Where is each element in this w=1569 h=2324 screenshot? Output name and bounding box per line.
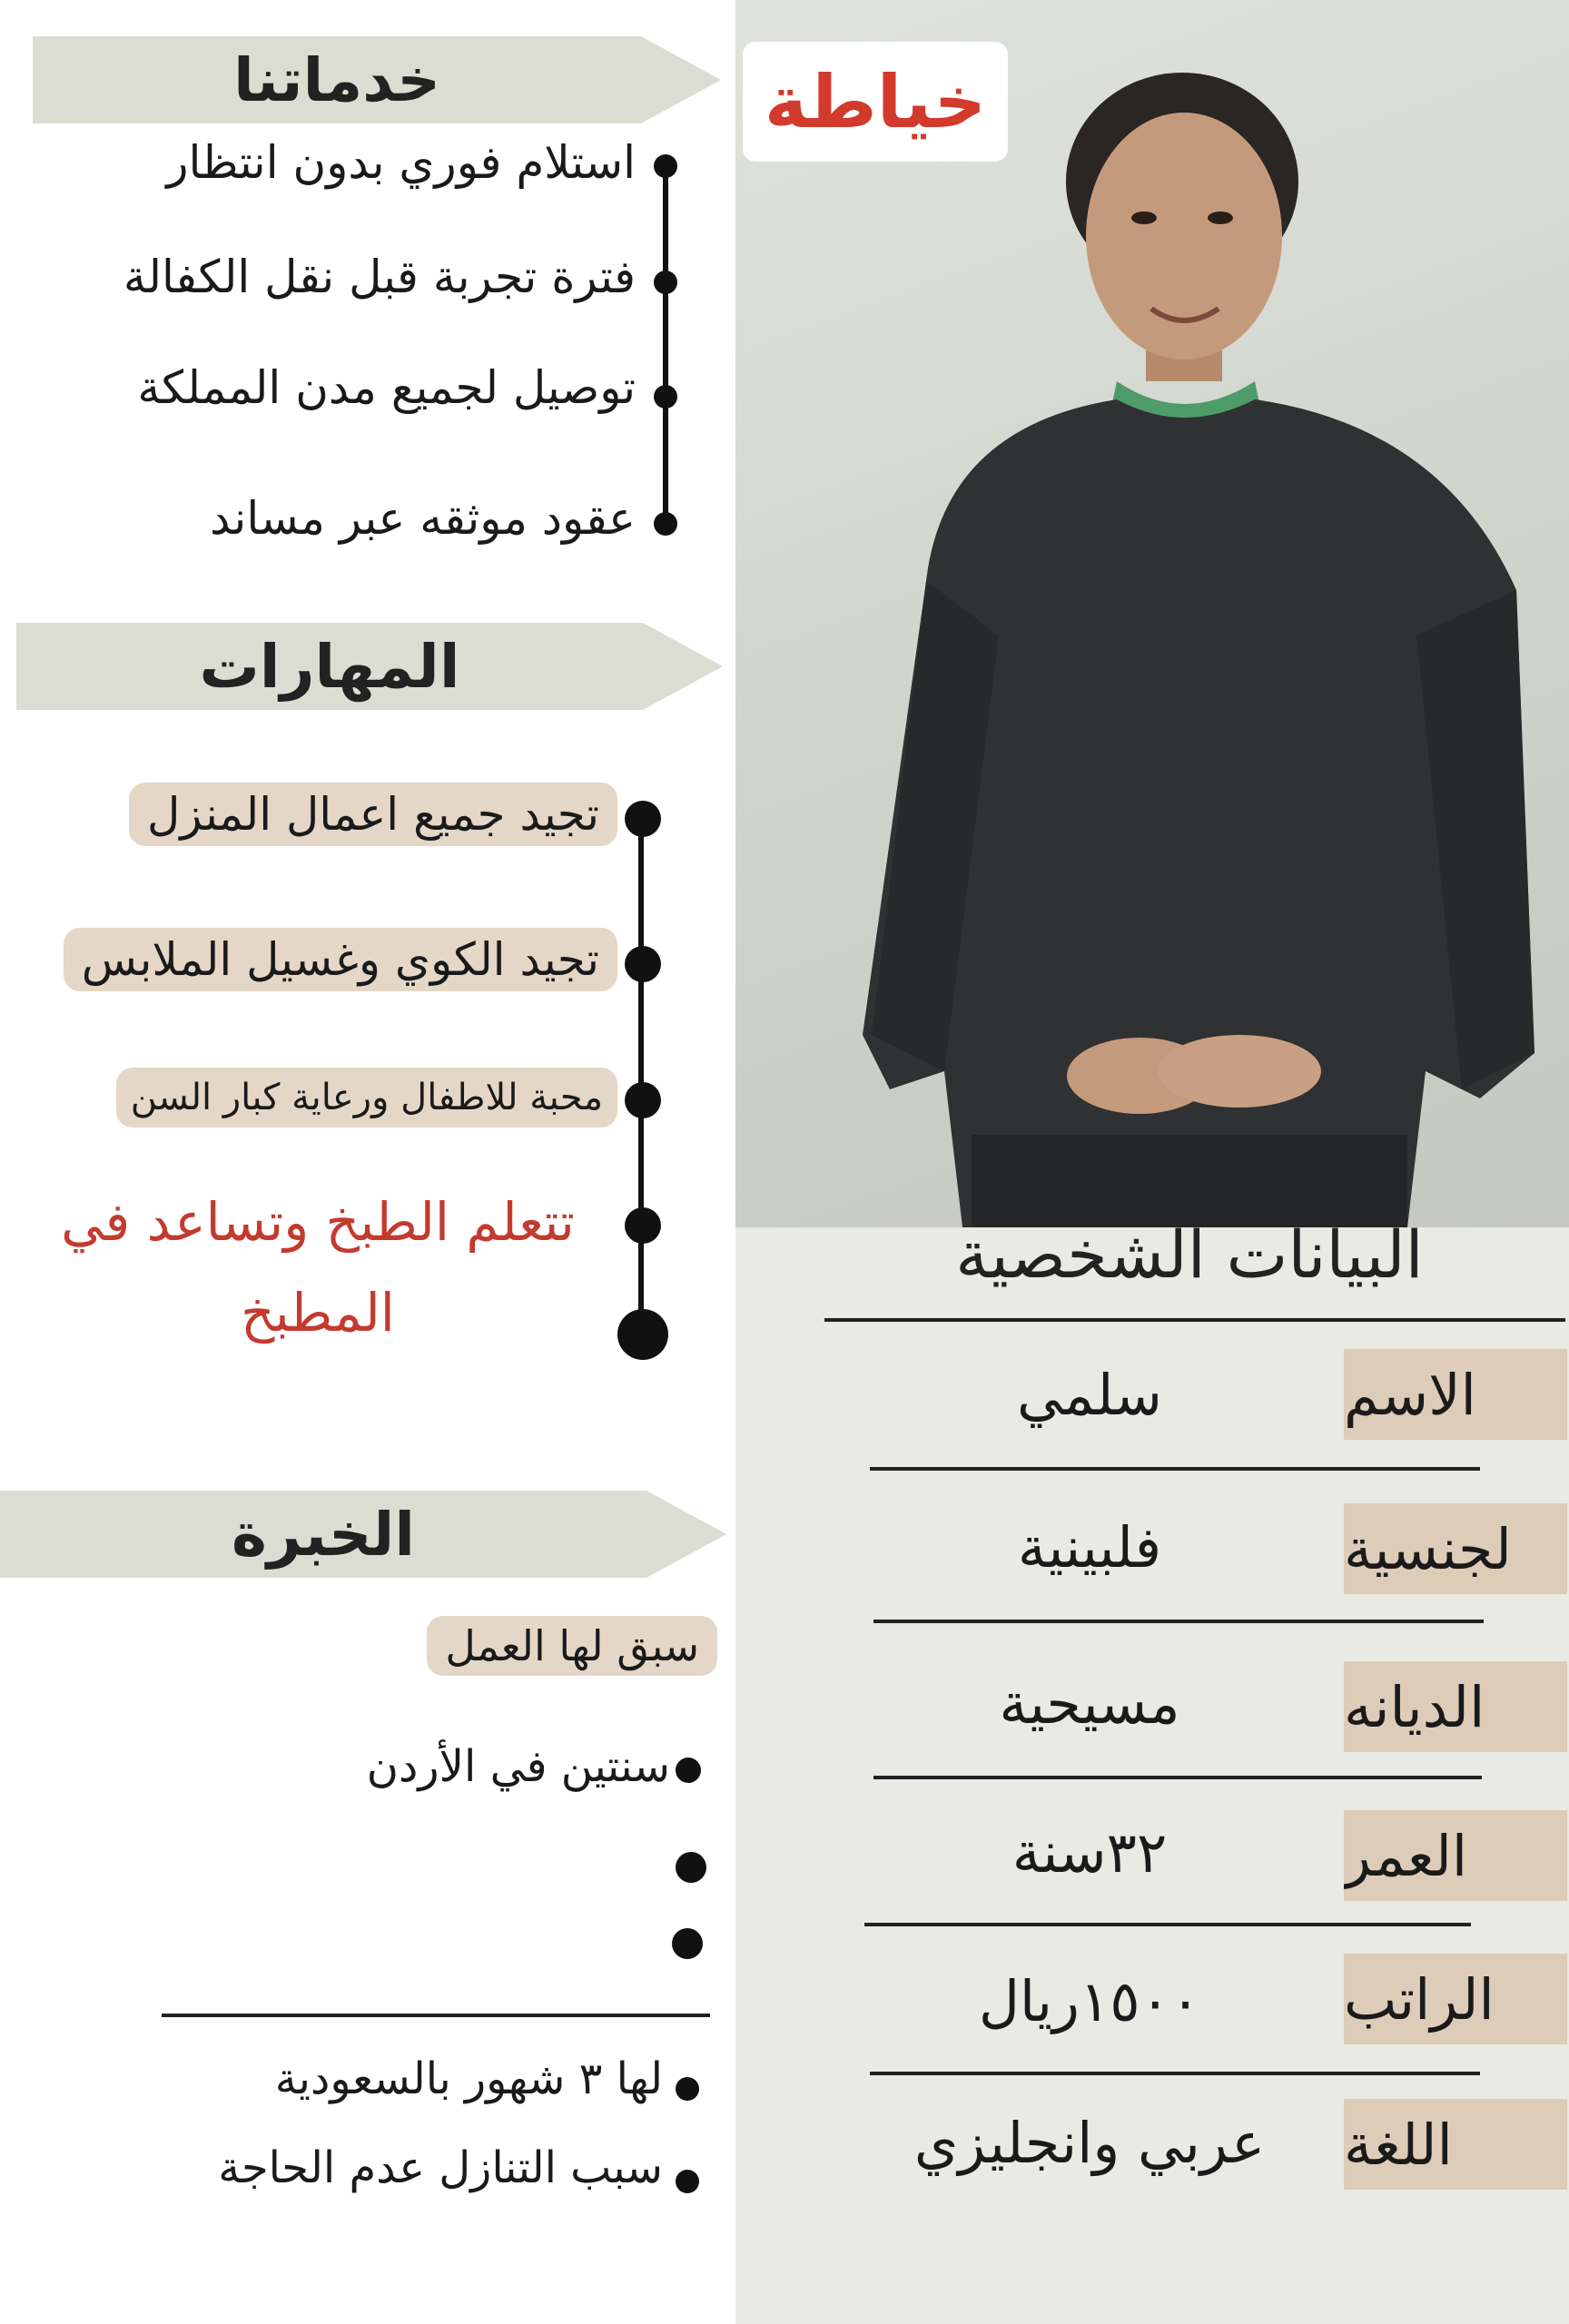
skill-highlight-line-1: تتعلم الطبخ وتساعد في bbox=[61, 1191, 575, 1253]
field-underline-nationality bbox=[873, 1620, 1484, 1623]
field-value-salary: ١٥٠٠ريال bbox=[978, 1968, 1201, 2034]
field-value-age: ٣٢سنة bbox=[1011, 1819, 1168, 1886]
personal-header: البيانات الشخصية bbox=[955, 1216, 1424, 1293]
left-panel bbox=[0, 0, 735, 2324]
experience-note-2: سبب التنازل عدم الحاجة bbox=[218, 2142, 663, 2193]
job-title-badge bbox=[743, 42, 1008, 162]
field-value-religion: مسيحية bbox=[999, 1670, 1180, 1737]
field-label-nationality: لجنسية bbox=[1344, 1503, 1567, 1594]
service-item-3: توصيل لجميع مدن المملكة bbox=[137, 361, 636, 414]
service-dot-3 bbox=[654, 385, 677, 409]
field-value-name: سلمي bbox=[1017, 1362, 1162, 1428]
experience-dot-1 bbox=[676, 1758, 701, 1783]
skill-highlight bbox=[27, 1177, 608, 1358]
service-dot-2 bbox=[654, 271, 677, 294]
skill-highlight-line-2: المطبخ bbox=[241, 1282, 395, 1344]
services-header-label: خدماتنا bbox=[233, 44, 440, 115]
skill-dot-end bbox=[617, 1309, 668, 1360]
services-timeline bbox=[663, 168, 668, 527]
services-header bbox=[33, 36, 641, 123]
skill-item-2: تجيد الكوي وغسيل الملابس bbox=[64, 928, 617, 991]
service-item-4: عقود موثقه عبر مساند bbox=[210, 492, 636, 545]
job-title: خياطة bbox=[764, 59, 987, 144]
skill-dot-3 bbox=[625, 1082, 661, 1118]
service-dot-1 bbox=[654, 154, 677, 178]
personal-header-underline bbox=[824, 1318, 1565, 1322]
skill-dot-2 bbox=[625, 946, 661, 982]
field-label-salary: الراتب bbox=[1344, 1954, 1567, 2044]
field-underline-religion bbox=[873, 1776, 1482, 1779]
skill-dot-1 bbox=[625, 801, 661, 837]
skills-timeline bbox=[638, 817, 644, 1334]
skills-header bbox=[16, 623, 643, 710]
field-underline-age bbox=[864, 1923, 1471, 1926]
experience-header-label: الخبرة bbox=[232, 1499, 415, 1570]
skill-item-3: محبة للاطفال ورعاية كبار السن bbox=[116, 1068, 617, 1128]
skill-item-1: تجيد جميع اعمال المنزل bbox=[129, 783, 617, 846]
field-label-age: العمر bbox=[1344, 1810, 1567, 1901]
service-item-2: فترة تجربة قبل نقل الكفالة bbox=[123, 251, 636, 303]
experience-badge: سبق لها العمل bbox=[427, 1616, 717, 1676]
person-illustration bbox=[735, 0, 1569, 1227]
field-label-language: اللغة bbox=[1344, 2099, 1567, 2190]
field-underline-salary bbox=[870, 2072, 1480, 2075]
service-dot-4 bbox=[654, 512, 677, 536]
skill-dot-4 bbox=[625, 1207, 661, 1244]
worker-photo bbox=[735, 0, 1569, 1227]
experience-item-1: سنتين في الأردن bbox=[366, 1741, 670, 1792]
field-label-religion: الديانه bbox=[1344, 1661, 1567, 1752]
experience-note-1: لها ٣ شهور بالسعودية bbox=[274, 2053, 663, 2104]
note-dot-1 bbox=[676, 2077, 699, 2101]
field-value-language: عربي وانجليزي bbox=[913, 2110, 1266, 2176]
field-label-name: الاسم bbox=[1344, 1349, 1567, 1440]
field-underline-name bbox=[870, 1467, 1480, 1471]
field-value-nationality: فلبينية bbox=[1017, 1514, 1162, 1581]
service-item-1: استلام فوري بدون انتظار bbox=[166, 136, 636, 189]
experience-header bbox=[0, 1491, 646, 1578]
experience-divider bbox=[162, 2014, 710, 2017]
skills-header-label: المهارات bbox=[199, 631, 460, 702]
experience-dot-3 bbox=[672, 1928, 703, 1959]
note-dot-2 bbox=[676, 2170, 699, 2193]
experience-dot-2 bbox=[676, 1852, 706, 1883]
